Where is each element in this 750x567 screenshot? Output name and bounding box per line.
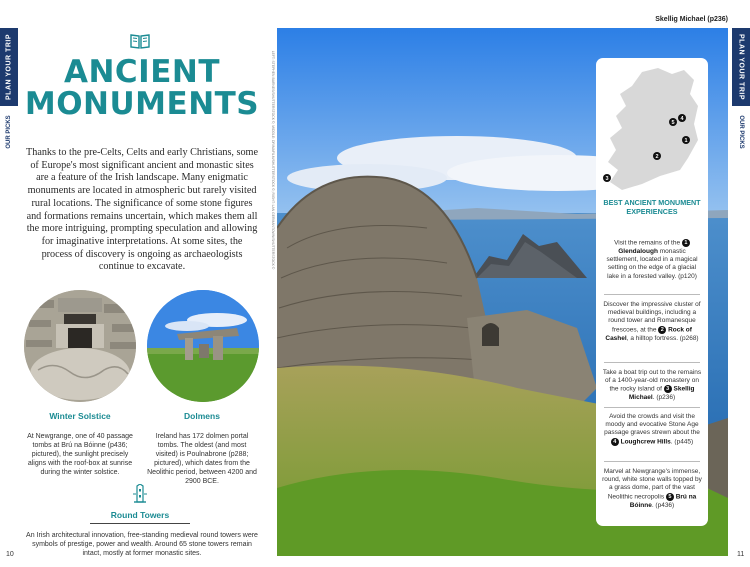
svg-text:4: 4 — [680, 116, 684, 122]
ireland-map — [602, 66, 702, 194]
experience-item-bru-na-boinne: Marvel at Newgrange's immense, round, white stone walls topped by a grass dome, part of the vast Neolithic necropolis 5 Brú na Bóinne. (p436) — [602, 468, 702, 509]
dolmen-photo — [147, 290, 259, 402]
winter-solstice-heading: Winter Solstice — [49, 411, 111, 421]
dolmens-heading: Dolmens — [184, 411, 220, 421]
marker-3-icon: 3 — [664, 385, 672, 393]
section-divider — [90, 523, 190, 524]
right-spine — [732, 0, 750, 567]
photo-credit: LEFT: STEPHEN BARNES/SHUTTERSTOCK ©; MIDDLE: DRIMAFILM/SHUTTERSTOCK ©; RIGHT: LAN GERMANTOWN/SHUTTERSTOCK © — [271, 50, 275, 270]
our-picks-label-right: OUR PICKS — [738, 115, 744, 149]
photo-caption: Skellig Michael (p236) — [655, 16, 728, 23]
right-page-number: 11 — [737, 551, 745, 558]
tab-label-right: PLAN YOUR TRIP — [737, 34, 745, 100]
plan-your-trip-tab-right[interactable] — [732, 28, 750, 106]
experience-item-glendalough: Visit the remains of the 1 Glendalough monastic settlement, located in a magical setting on the edge of a glacial lake in a forested valley. (p120) — [606, 239, 698, 280]
sidebar-title: BEST ANCIENT MONUMENT EXPERIENCES — [603, 198, 701, 216]
tab-label: PLAN YOUR TRIP — [5, 34, 13, 100]
experience-item-rock-of-cashel: Discover the impressive cluster of medieval buildings, including a round tower and Romanesque frescoes, at the 2 Rock of Cashel, a hilltop fortress. (p268) — [603, 301, 701, 342]
our-picks-label: OUR PICKS — [6, 115, 12, 149]
marker-4-icon: 4 — [611, 438, 619, 446]
round-towers-text: An Irish architectural innovation, free-standing medieval round towers were symbols of prestige, power and wealth. Around 65 stone towers remain intact, mostly at former monastic sites. — [26, 532, 258, 557]
book-icon — [129, 32, 151, 50]
marker-2-icon: 2 — [658, 326, 666, 334]
svg-text:5: 5 — [671, 120, 675, 126]
experience-item-loughcrew-hills: Avoid the crowds and visit the moody and evocative Stone Age passage graves strewn about the 4 Loughcrew Hills. (p445) — [604, 413, 700, 446]
page-title: ANCIENT MONUMENTS — [24, 54, 260, 122]
winter-solstice-text: At Newgrange, one of 40 passage tombs at Brú na Bóinne (p436; pictured), the sunlight precisely aligns with the roof-box at sunrise during the winter solstice. — [27, 433, 133, 476]
svg-text:3: 3 — [605, 176, 609, 182]
marker-1-icon: 1 — [682, 239, 690, 247]
newgrange-entrance-photo — [24, 290, 136, 402]
intro-paragraph: Thanks to the pre-Celts, Celts and early Christians, some of Europe's most significant ancient and monastic sites are a feature of the Irish landscape. Many enigmatic monuments are located in atmospheric but rarely visited rural locations. The significance of some stone figures and formations remains uncertain, which makes them all the more intriguing, prompting speculation and allowing for imaginative interpretations. At some sites, the process of discovery is ongoing as archaeologists continue to excavate. — [26, 147, 259, 273]
dolmens-text: Ireland has 172 dolmen portal tombs. The oldest (and most visited) is Poulnabrone (p288; pictured), which dates from the Neolithic period, between 4200 and 2900 BCE. — [147, 433, 257, 485]
svg-text:1: 1 — [684, 138, 688, 144]
left-spine — [0, 0, 18, 567]
best-experiences-sidebar — [596, 58, 708, 526]
experience-item-skellig-michael: Take a boat trip out to the remains of a 1400-year-old monastery on the rocky island of 3 Skellig Michael. (p236) — [602, 369, 702, 402]
plan-your-trip-tab[interactable] — [0, 28, 18, 106]
round-tower-icon — [131, 484, 149, 504]
svg-text:2: 2 — [655, 154, 659, 160]
left-page-number: 10 — [6, 551, 14, 558]
marker-5-icon: 5 — [666, 493, 674, 501]
round-towers-heading: Round Towers — [110, 510, 170, 520]
